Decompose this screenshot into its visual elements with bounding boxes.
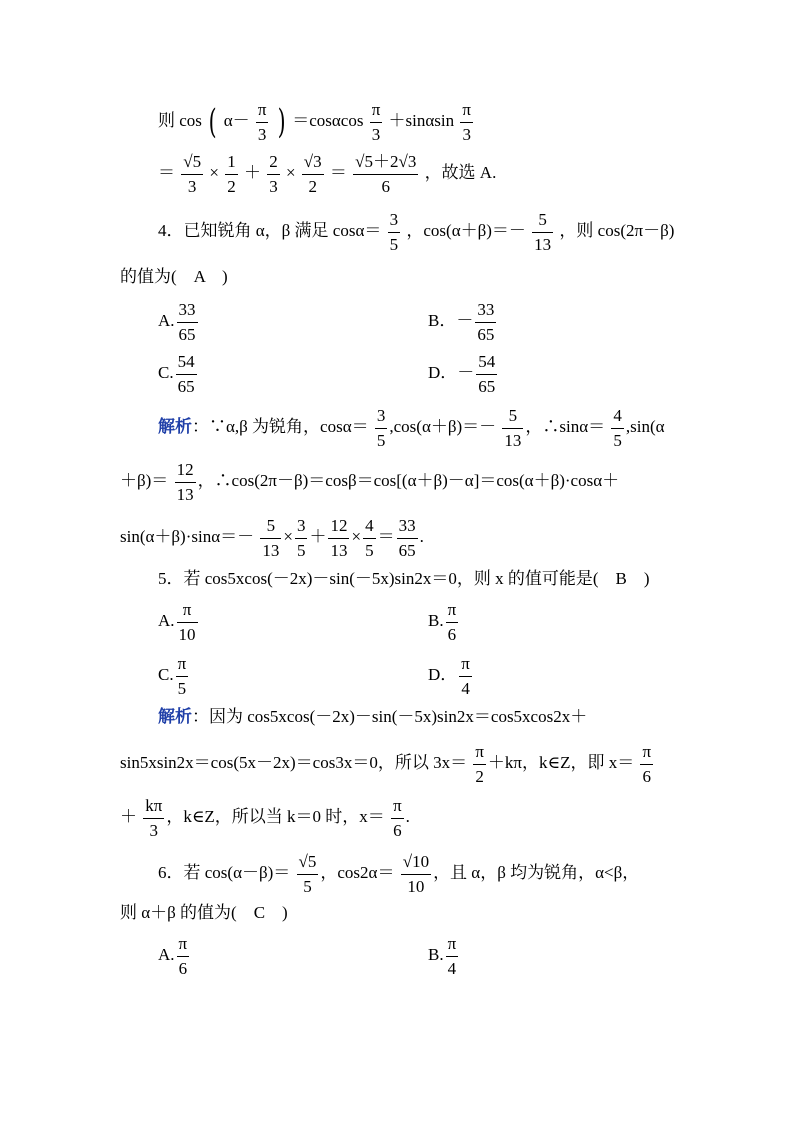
- den: 10: [407, 876, 425, 896]
- den: 5: [177, 678, 187, 698]
- den: 6: [642, 766, 652, 786]
- den: 6: [447, 624, 457, 644]
- text: ＋: [120, 806, 137, 826]
- num: 5: [532, 210, 553, 233]
- radicand: 3: [407, 152, 417, 171]
- fraction-sqrt5-3: [181, 152, 203, 196]
- num: π: [460, 100, 473, 123]
- solution4-line3: [120, 516, 424, 560]
- radicand: 3: [313, 152, 322, 171]
- text: ＝: [377, 526, 395, 546]
- solution3-line1: [158, 100, 475, 144]
- text: 4．已知锐角 α，β 满足 cosα＝: [158, 220, 382, 240]
- num: 1: [225, 152, 238, 175]
- den: 3: [371, 124, 381, 144]
- q6-option-b: [428, 934, 460, 978]
- q4-option-c: [158, 352, 199, 396]
- num: 4: [611, 406, 624, 429]
- num: π: [256, 100, 269, 123]
- solution4-line2: [120, 460, 619, 504]
- den: 3: [187, 176, 197, 196]
- fraction-pi-4: [459, 654, 472, 698]
- fraction-2-3: [267, 152, 280, 196]
- text: ，∴cos(2π－β)＝cosβ＝cos[(α＋β)－α]＝cos(α＋β)·cosα＋: [197, 470, 620, 490]
- fraction-pi-10: [177, 600, 198, 644]
- solution5-line2: [120, 742, 655, 786]
- den: 2: [227, 176, 236, 196]
- fraction-33-65: [397, 516, 418, 560]
- question5: [158, 570, 650, 587]
- text: ，故选 A.: [424, 162, 497, 182]
- num: 3: [388, 210, 401, 233]
- option-label: B．－: [428, 310, 474, 330]
- fraction-3-5: [375, 406, 388, 450]
- fraction-54-65: [476, 352, 497, 396]
- den: 3: [149, 820, 159, 840]
- text: ＝: [158, 162, 175, 182]
- text: ＋kπ，k∈Z，即 x＝: [487, 752, 635, 772]
- fraction-pi-6: [177, 934, 190, 978]
- radicand: 5: [307, 852, 317, 871]
- den: 6: [178, 958, 188, 978]
- option-label: B.: [428, 610, 444, 630]
- den: 2: [308, 176, 317, 196]
- den: 4: [461, 678, 470, 698]
- den: 13: [176, 484, 194, 504]
- fraction-pi-4: [446, 934, 459, 978]
- solution4-line1: [158, 406, 665, 450]
- fraction-kpi-3: [143, 796, 164, 840]
- q4-option-b: [428, 300, 498, 344]
- fraction-4-5: [611, 406, 624, 450]
- den: 5: [376, 430, 386, 450]
- text: ,sin(α: [625, 416, 665, 436]
- num: π: [177, 600, 198, 623]
- fraction-5-13: [502, 406, 523, 450]
- option-label: A.: [158, 610, 175, 630]
- text: ，k∈Z，所以当 k＝0 时，x＝: [166, 806, 385, 826]
- den: 6: [393, 820, 402, 840]
- text: 6．若 cos(α－β)＝: [158, 862, 291, 882]
- fraction-sqrt3-2: [302, 152, 324, 196]
- q4-option-d: [428, 352, 499, 396]
- fraction-4-5: [363, 516, 376, 560]
- num: 5: [260, 516, 281, 539]
- fraction-result: [353, 152, 418, 196]
- radicand: 5＋2: [364, 152, 399, 171]
- den: 13: [534, 234, 552, 254]
- fraction-12-13: [175, 460, 196, 504]
- fraction-pi-6: [446, 600, 459, 644]
- num: 12: [175, 460, 196, 483]
- option-label: C.: [158, 664, 174, 684]
- radicand: 10: [412, 852, 430, 871]
- option-label: C.: [158, 362, 174, 382]
- text: 5．若 cos5xcos(－2x)－sin(－5x)sin2x＝0，则 x 的值可能是( B ): [158, 569, 650, 588]
- text: 则 cos: [158, 110, 202, 130]
- text: ，cos2α＝: [320, 862, 395, 882]
- den: 5: [389, 234, 399, 254]
- text: ＋: [243, 162, 261, 182]
- den: 4: [447, 958, 457, 978]
- den: 5: [365, 540, 374, 560]
- text: ×: [283, 526, 293, 546]
- fraction-3-5: [295, 516, 308, 560]
- text: .: [405, 806, 410, 826]
- text: ×: [351, 526, 362, 546]
- solution-label: 解析: [158, 707, 192, 726]
- fraction-33-65: [475, 300, 496, 344]
- den: 3: [462, 124, 471, 144]
- solution-label: 解析: [158, 416, 192, 436]
- fraction-1-2: [225, 152, 238, 196]
- q5-option-a: [158, 600, 200, 644]
- fraction-pi-2: [473, 742, 486, 786]
- num: 33: [475, 300, 496, 323]
- option-label: A.: [158, 310, 175, 330]
- num: 12: [328, 516, 349, 539]
- question6-line1: [158, 852, 639, 896]
- fraction-12-13: [328, 516, 349, 560]
- option-label: D．－: [428, 362, 475, 382]
- text: ，∴sinα＝: [525, 416, 606, 436]
- question4-line2: [120, 268, 228, 285]
- text: ：因为 cos5xcos(－2x)－sin(－5x)sin2x＝cos5xcos2x＋: [192, 707, 588, 726]
- num: π: [391, 796, 404, 819]
- num: π: [176, 654, 189, 677]
- num: 3: [295, 516, 308, 539]
- text: ＋sinαsin: [388, 110, 455, 130]
- q5-option-d: [428, 654, 474, 698]
- den: 65: [478, 376, 496, 396]
- den: 6: [381, 176, 390, 196]
- num: √5＋2√3: [353, 152, 418, 175]
- text: ,cos(α＋β)＝－: [389, 416, 497, 436]
- fraction-pi-3: [256, 100, 269, 144]
- den: 65: [398, 540, 416, 560]
- option-label: D．: [428, 664, 458, 684]
- den: 5: [613, 430, 622, 450]
- den: 5: [303, 876, 312, 896]
- fraction-3-5: [388, 210, 401, 254]
- den: 3: [257, 124, 267, 144]
- den: 13: [504, 430, 522, 450]
- den: 13: [262, 540, 280, 560]
- text: 则 α＋β 的值为( C ): [120, 903, 288, 922]
- den: 13: [330, 540, 348, 560]
- fraction-5-13: [532, 210, 553, 254]
- text: ，则 cos(2π－β): [559, 220, 675, 240]
- solution5-line3: [120, 796, 410, 840]
- fraction-pi-6: [640, 742, 653, 786]
- den: 65: [177, 376, 195, 396]
- right-paren: ): [277, 102, 286, 143]
- den: 10: [178, 624, 196, 644]
- text: .: [419, 526, 424, 546]
- num: 4: [363, 516, 376, 539]
- fraction-sqrt5-5: [297, 852, 319, 896]
- num: 54: [476, 352, 497, 375]
- q5-option-c: [158, 654, 190, 698]
- text: ＝cosαcos: [292, 110, 364, 130]
- num: 33: [397, 516, 418, 539]
- num: √5: [297, 852, 319, 875]
- num: π: [446, 600, 459, 623]
- den: 65: [178, 324, 196, 344]
- fraction-pi-3: [370, 100, 383, 144]
- left-paren: (: [208, 102, 217, 143]
- option-label: B.: [428, 944, 444, 964]
- text: ：∵α,β 为锐角，cosα＝: [192, 416, 369, 436]
- q6-option-a: [158, 934, 191, 978]
- solution3-line2: [158, 152, 496, 196]
- option-label: A.: [158, 944, 175, 964]
- fraction-33-65: [177, 300, 198, 344]
- num: π: [177, 934, 190, 957]
- text: 的值为( A ): [120, 267, 228, 286]
- fraction-54-65: [176, 352, 197, 396]
- q5-option-b: [428, 600, 460, 644]
- num: 3: [375, 406, 388, 429]
- question4-line1: [158, 210, 674, 254]
- num: 5: [502, 406, 523, 429]
- question6-line2: [120, 904, 288, 921]
- text: sin(α＋β)·sinα＝－: [120, 526, 255, 546]
- fraction-pi-6: [391, 796, 404, 840]
- num: 2: [267, 152, 280, 175]
- num: √10: [401, 852, 431, 875]
- den: 5: [296, 540, 306, 560]
- den: 65: [477, 324, 495, 344]
- text: ＋: [309, 526, 327, 546]
- text: ，cos(α＋β)＝－: [406, 220, 526, 240]
- num: kπ: [143, 796, 164, 819]
- text: ×: [209, 162, 219, 182]
- num: π: [640, 742, 653, 765]
- num: π: [473, 742, 486, 765]
- fraction-pi-3: [460, 100, 473, 144]
- num: π: [370, 100, 383, 123]
- text: ＋β)＝: [120, 470, 169, 490]
- text: sin5xsin2x＝cos(5x－2x)＝cos3x＝0，所以 3x＝: [120, 752, 468, 772]
- den: 2: [475, 766, 484, 786]
- fraction-5-13: [260, 516, 281, 560]
- fraction-pi-5: [176, 654, 189, 698]
- text: ＝: [329, 162, 347, 182]
- fraction-sqrt10-10: [401, 852, 431, 896]
- num: π: [459, 654, 472, 677]
- text: ×: [285, 162, 296, 182]
- q4-option-a: [158, 300, 200, 344]
- num: √5: [181, 152, 203, 175]
- num: 54: [176, 352, 197, 375]
- text: α－: [223, 110, 250, 130]
- text: ，且 α，β 均为锐角，α<β，: [433, 862, 640, 882]
- radicand: 5: [192, 152, 202, 171]
- solution5-line1: [158, 708, 587, 725]
- num: π: [446, 934, 459, 957]
- den: 3: [269, 176, 278, 196]
- num: 33: [177, 300, 198, 323]
- num: √3: [302, 152, 324, 175]
